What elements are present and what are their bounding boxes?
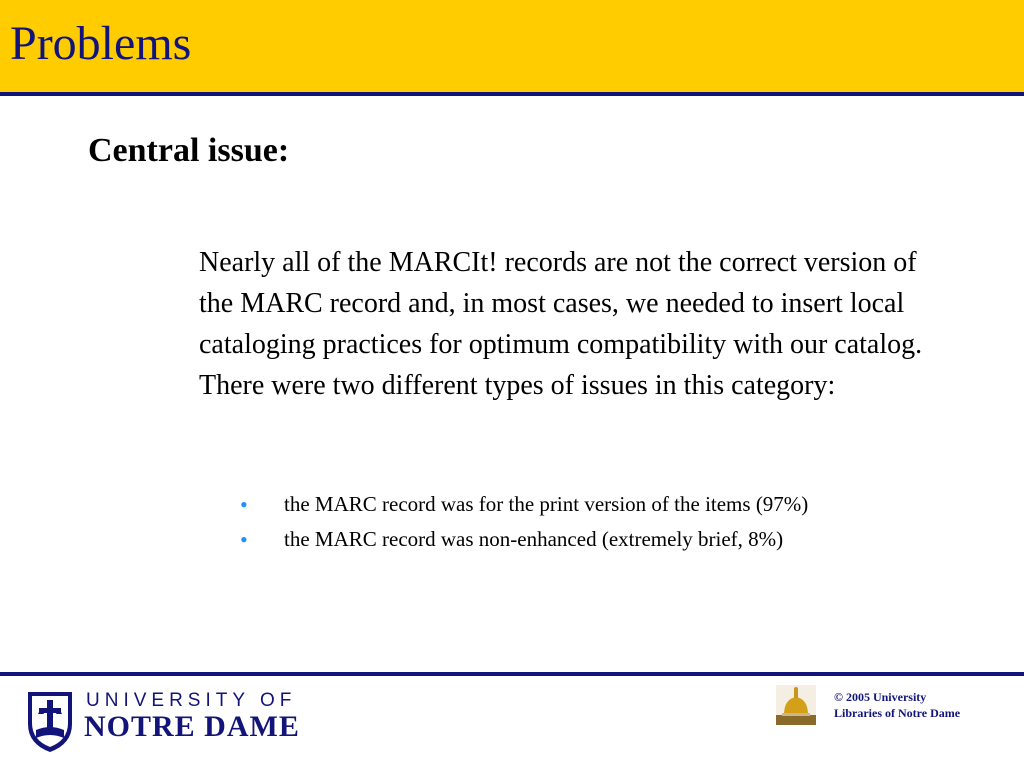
bullet-dot-icon: • <box>240 492 248 517</box>
bullet-list <box>240 487 808 557</box>
slide-title: Problems <box>10 17 192 70</box>
bullet-text: the MARC record was for the print version of the items (97%) <box>284 492 809 516</box>
copyright-line: © 2005 University <box>834 690 927 704</box>
bullet-dot-icon: • <box>240 527 248 552</box>
bullet-text: the MARC record was non-enhanced (extremely brief, 8%) <box>284 527 784 551</box>
copyright-notice <box>834 689 960 721</box>
footer-divider <box>0 672 1024 676</box>
section-heading: Central issue: <box>88 132 290 169</box>
notre-dame-shield-icon <box>26 690 74 754</box>
body-paragraph: Nearly all of the MARCIt! records are not the correct version of the MARC record and, in most cases, we needed to insert local cataloging practices for optimum compatibility with our catalog. There were two different types of issues in this category: <box>199 247 923 401</box>
notre-dame-logo <box>26 690 326 758</box>
university-of-text: UNIVERSITY OF <box>86 690 297 711</box>
bullet-item <box>240 487 808 522</box>
copyright-line: Libraries of Notre Dame <box>834 706 961 720</box>
title-divider <box>0 92 1024 96</box>
bullet-item <box>240 522 808 557</box>
notre-dame-text: NOTRE DAME <box>84 710 300 743</box>
golden-dome-icon <box>776 685 816 725</box>
